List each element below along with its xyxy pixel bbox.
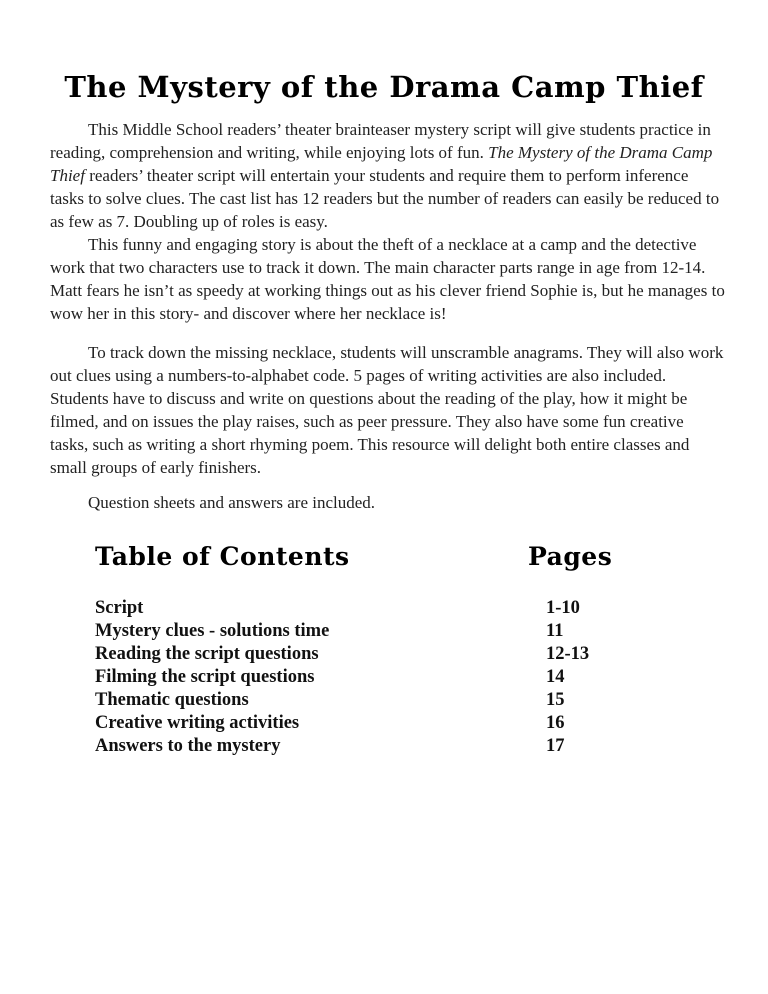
table-of-contents bbox=[95, 540, 726, 758]
toc-entry-pages: 11 bbox=[546, 621, 564, 641]
toc-row-4 bbox=[95, 666, 726, 689]
toc-heading: Table of Contents bbox=[95, 542, 350, 571]
page-title: The Mystery of the Drama Camp Thief bbox=[64, 70, 704, 104]
toc-row-1 bbox=[95, 597, 726, 620]
included-note: Question sheets and answers are included. bbox=[88, 493, 376, 512]
toc-entry-title: Thematic questions bbox=[95, 690, 249, 710]
toc-row-7 bbox=[95, 735, 726, 758]
toc-entry-pages: 1-10 bbox=[546, 598, 580, 618]
toc-entry-pages: 17 bbox=[546, 736, 565, 756]
paragraph-1: This Middle School readers’ theater brainteaser mystery script will give students practice in reading, comprehension and writing, while enjoying lots of fun. The Mystery of the Drama Camp Thief readers’ theater script will entertain your students and require them to perform inference tasks to solve clues. The cast list has 12 readers but the number of readers can easily be reduced to as few as 7. Doubling up of roles is easy. bbox=[50, 120, 720, 231]
toc-entries bbox=[95, 597, 726, 758]
toc-header-row bbox=[95, 540, 726, 573]
toc-row-2 bbox=[95, 620, 726, 643]
toc-entry-pages: 15 bbox=[546, 690, 565, 710]
paragraph-2: This funny and engaging story is about the theft of a necklace at a camp and the detective work that two characters use to track it down. The main character parts range in age from 12-14. Matt fears he isn’t as speedy at working things out as his clever friend Sophie is, but he manages to wow her in this story- and discover where her necklace is! bbox=[50, 235, 725, 323]
toc-entry-pages: 12-13 bbox=[546, 644, 590, 664]
paragraph-3: To track down the missing necklace, students will unscramble anagrams. They will also work out clues using a numbers-to-alphabet code. 5 pages of writing activities are also included. Students have to discuss and write on questions about the reading of the play, how it might be filmed, and on issues the play raises, such as peer pressure. They also have some fun creative tasks, such as writing a short rhyming poem. This resource will delight both entire classes and small groups of early finishers. bbox=[50, 343, 724, 477]
toc-pages-heading: Pages bbox=[528, 542, 613, 571]
toc-row-3 bbox=[95, 643, 726, 666]
toc-entry-title: Creative writing activities bbox=[95, 713, 300, 733]
intro-paragraphs bbox=[50, 118, 726, 479]
toc-entry-title: Mystery clues - solutions time bbox=[95, 621, 330, 641]
toc-entry-pages: 14 bbox=[546, 667, 565, 687]
intro-section bbox=[0, 106, 768, 758]
toc-entry-title: Reading the script questions bbox=[95, 644, 319, 664]
toc-entry-title: Script bbox=[95, 598, 144, 618]
toc-row-6 bbox=[95, 712, 726, 735]
toc-entry-title: Filming the script questions bbox=[95, 667, 315, 687]
toc-row-5 bbox=[95, 689, 726, 712]
toc-entry-title: Answers to the mystery bbox=[95, 736, 281, 756]
toc-entry-pages: 16 bbox=[546, 713, 565, 733]
